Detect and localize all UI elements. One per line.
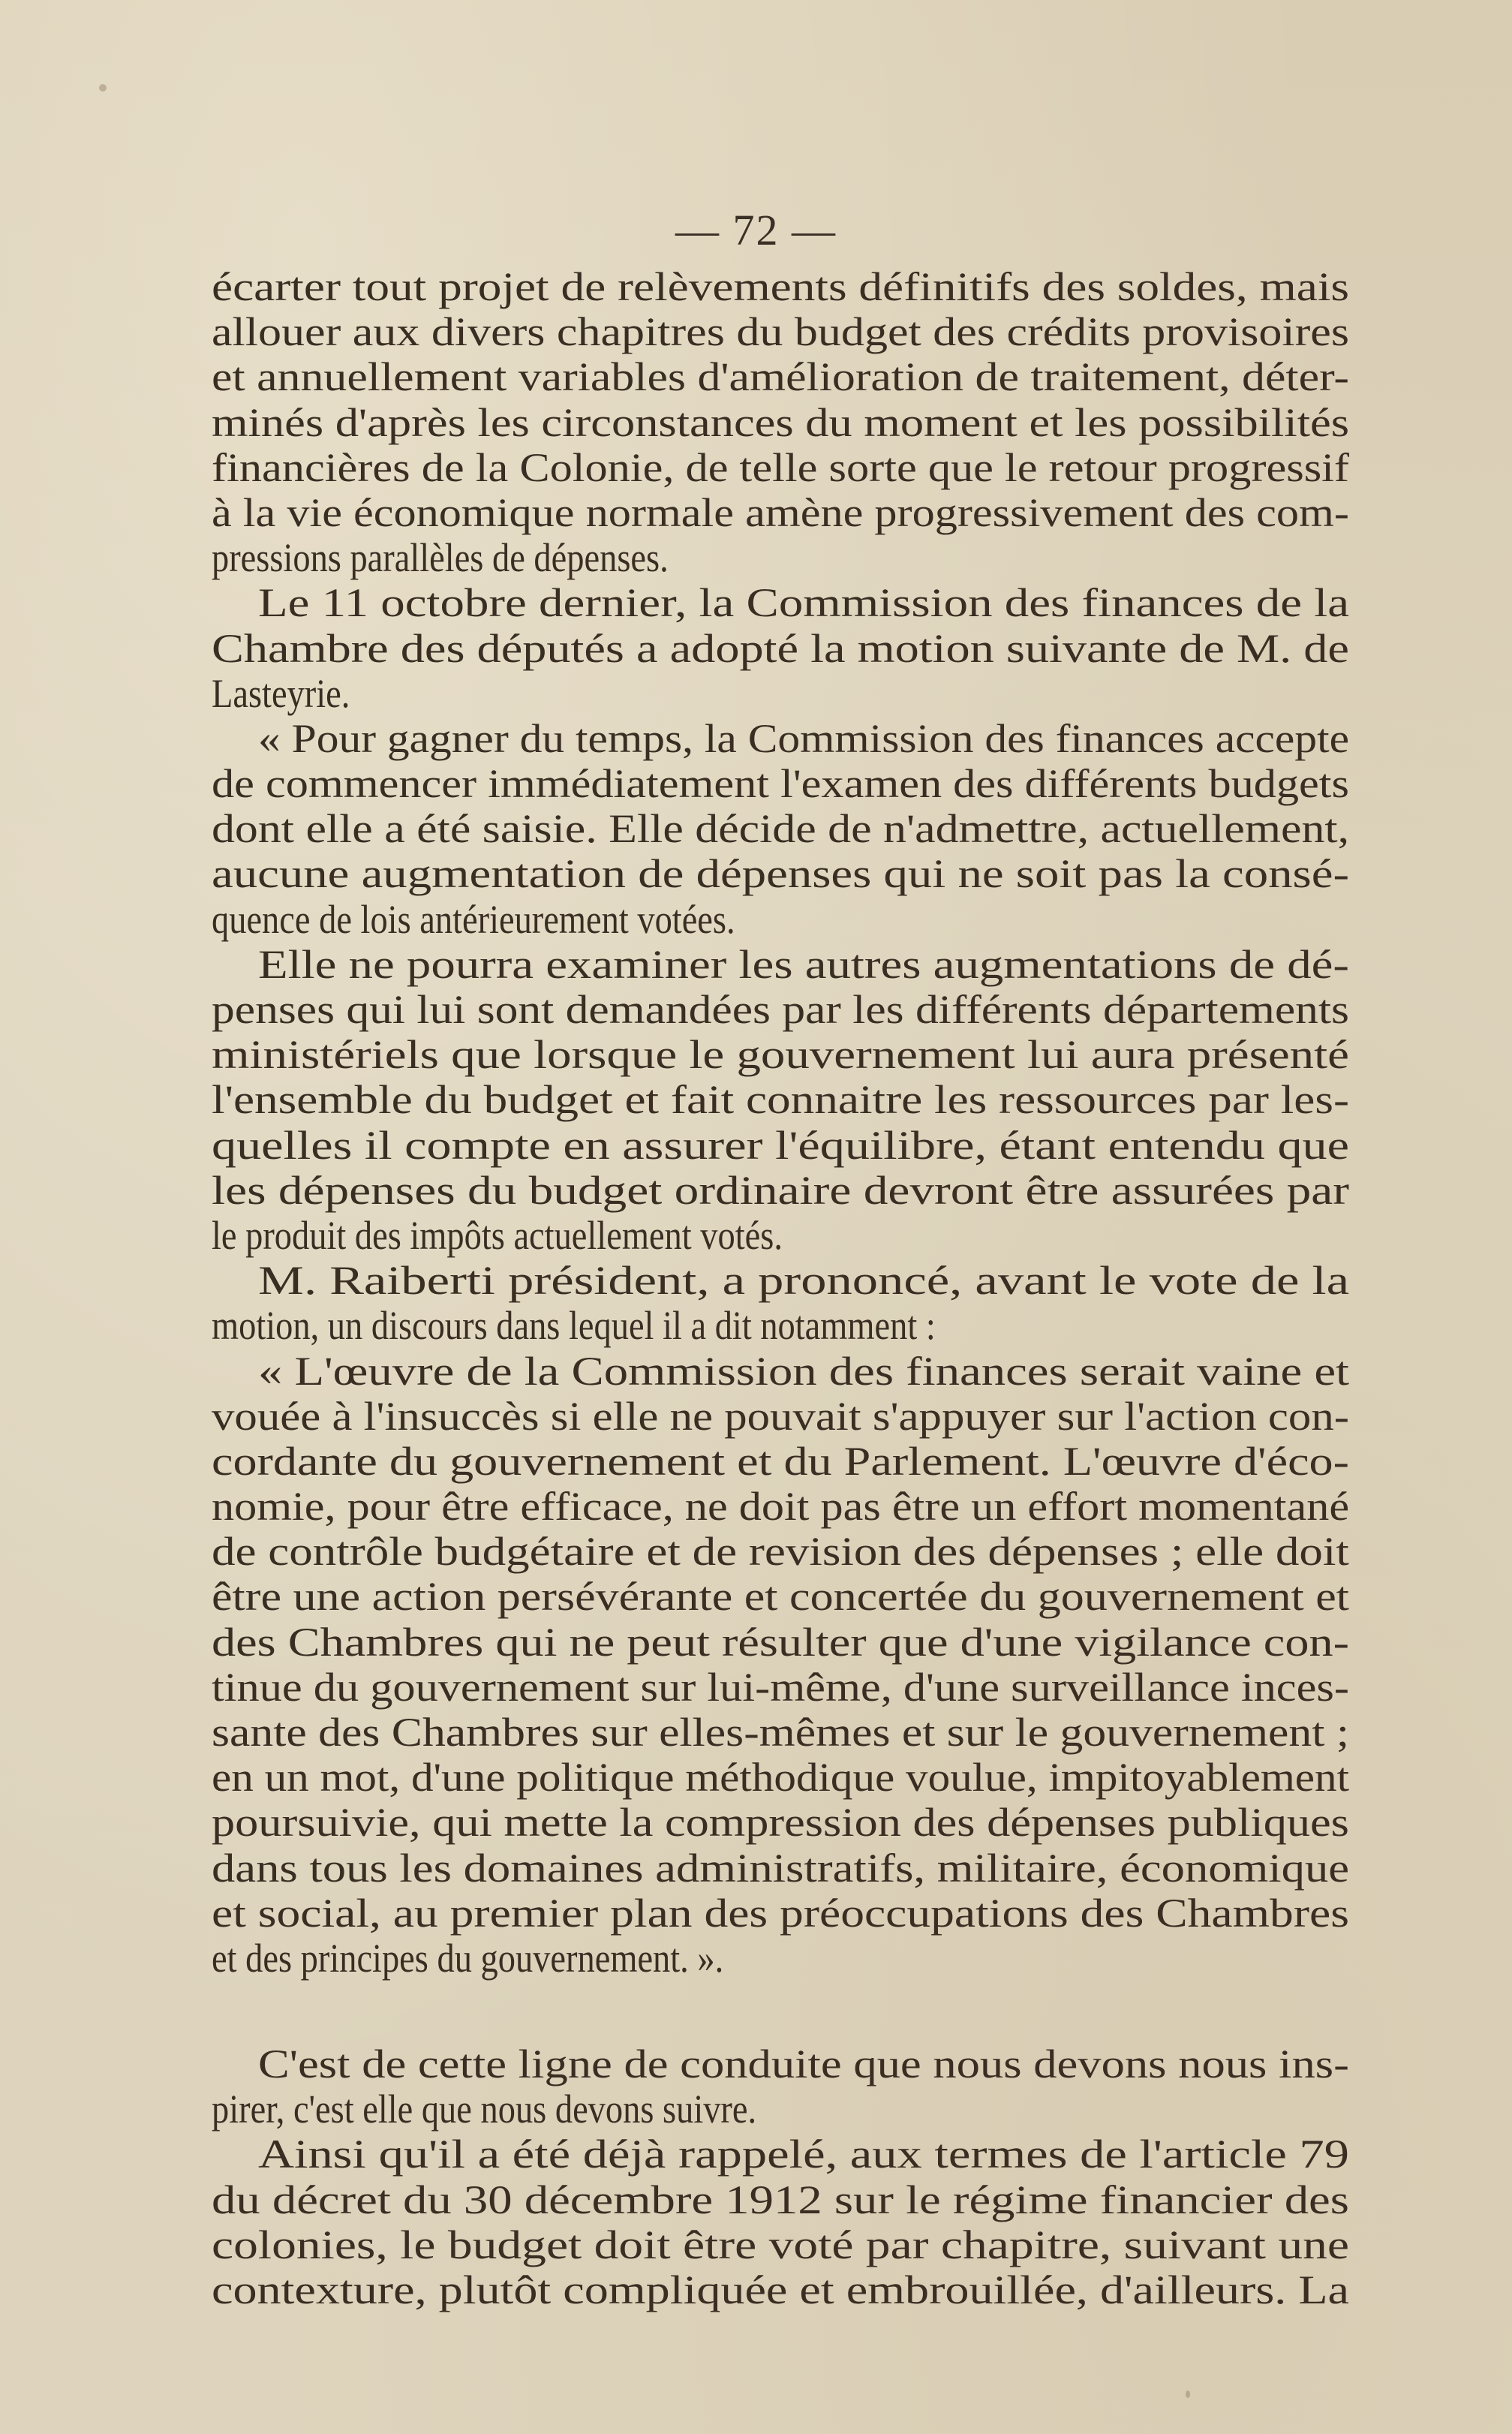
text-line-content: penses qui lui sont demandées par les différents départements — [212, 987, 1349, 1032]
text-line-content: allouer aux divers chapitres du budget des crédits provisoires — [212, 309, 1349, 355]
text-line-content: « Pour gagner du temps, la Commission des finances accepte — [258, 715, 1350, 761]
text-line-content: M. Raiberti président, a prononcé, avant le vote de la — [258, 1258, 1350, 1304]
text-line — [212, 2132, 1349, 2177]
text-line — [212, 1891, 1349, 1936]
text-line-content: et annuellement variables d'amélioration de traitement, déter- — [212, 354, 1350, 400]
text-line-content: C'est de cette ligne de conduite que nous devons nous ins- — [258, 2041, 1349, 2087]
text-line-content: et social, au premier plan des préoccupations des Chambres — [212, 1890, 1349, 1936]
text-line-content: poursuivie, qui mette la compression des dépenses publiques — [212, 1800, 1349, 1846]
paper-blemish — [99, 84, 107, 92]
text-line-content: être une action persévérante et concertée du gouvernement et — [212, 1574, 1350, 1620]
text-line-content: aucune augmentation de dépenses qui ne soit pas la consé- — [212, 851, 1350, 897]
text-line-content: sante des Chambres sur elles-mêmes et sur le gouvernement ; — [212, 1710, 1349, 1755]
text-line-content: en un mot, d'une politique méthodique voulue, impitoyablement — [212, 1755, 1350, 1801]
text-line — [212, 1032, 1349, 1077]
text-line — [212, 1077, 1349, 1122]
text-line — [212, 1168, 1349, 1213]
body-text-block-1 — [212, 264, 1349, 1981]
text-line-content: de contrôle budgétaire et de revision des dépenses ; elle doit — [212, 1529, 1349, 1575]
text-line — [212, 1258, 1349, 1303]
text-line — [212, 1303, 1349, 1348]
text-line-content: des Chambres qui ne peut résulter que d'une vigilance con- — [212, 1619, 1349, 1665]
text-line-content: Elle ne pourra examiner les autres augmentations de dé- — [258, 941, 1349, 987]
text-line — [212, 897, 1349, 942]
text-line-content: quelles il compte en assurer l'équilibre, étant entendu que — [212, 1122, 1349, 1168]
text-line — [212, 716, 1349, 761]
text-line — [212, 490, 1349, 535]
text-line — [212, 2041, 1349, 2087]
text-line-content: l'ensemble du budget et fait connaitre les ressources par les- — [212, 1077, 1350, 1123]
text-line — [212, 1484, 1349, 1529]
text-line — [212, 1349, 1349, 1394]
text-line — [212, 1439, 1349, 1484]
body-text-block-2 — [212, 2041, 1349, 2312]
text-line-content: Chambre des députés a adopté la motion suivante de M. de — [212, 625, 1349, 671]
text-line — [212, 1574, 1349, 1619]
text-line — [212, 1846, 1349, 1891]
text-line-content: contexture, plutôt compliquée et embrouillée, d'ailleurs. La — [212, 2267, 1349, 2312]
text-line — [212, 2087, 1349, 2132]
text-line-content: minés d'après les circonstances du moment et les possibilités — [212, 399, 1350, 445]
text-line-content: tinue du gouvernement sur lui-même, d'une surveillance inces- — [212, 1664, 1349, 1710]
text-line-content: pressions parallèles de dépenses. — [212, 535, 669, 581]
text-line-content: le produit des impôts actuellement votés. — [212, 1212, 783, 1258]
text-line — [212, 626, 1349, 671]
text-line-content: nomie, pour être efficace, ne doit pas être un effort momentané — [212, 1484, 1350, 1530]
text-line — [212, 1394, 1349, 1439]
text-line — [212, 851, 1349, 896]
text-line-content: cordante du gouvernement et du Parlement. L'œuvre d'éco- — [212, 1438, 1350, 1484]
text-line — [212, 761, 1349, 806]
text-line — [212, 987, 1349, 1032]
text-line-content: dans tous les domaines administratifs, militaire, économique — [212, 1845, 1350, 1891]
text-line — [212, 1710, 1349, 1755]
text-line-content: du décret du 30 décembre 1912 sur le régime financier des — [212, 2177, 1349, 2222]
text-line-content: Lasteyrie. — [212, 670, 350, 716]
text-line-content: vouée à l'insuccès si elle ne pouvait s'appuyer sur l'action con- — [212, 1393, 1350, 1439]
text-line — [212, 1213, 1349, 1258]
text-line-content: dont elle a été saisie. Elle décide de n'admettre, actuellement, — [212, 806, 1350, 852]
text-line — [212, 1665, 1349, 1710]
text-line — [212, 1620, 1349, 1665]
text-line — [212, 806, 1349, 851]
text-line — [212, 264, 1349, 309]
text-line-content: écarter tout projet de relèvements définitifs des soldes, mais — [212, 264, 1350, 309]
text-line — [212, 2267, 1349, 2312]
text-line — [212, 1123, 1349, 1168]
text-line-content: ministériels que lorsque le gouvernement lui aura présenté — [212, 1032, 1349, 1078]
text-line-content: les dépenses du budget ordinaire devront être assurées par — [212, 1167, 1350, 1213]
text-line — [212, 580, 1349, 625]
text-line — [212, 942, 1349, 987]
text-line — [212, 2177, 1349, 2222]
text-line — [212, 1800, 1349, 1845]
text-line-content: de commencer immédiatement l'examen des différents budgets — [212, 761, 1349, 807]
text-line-content: et des principes du gouvernement. ». — [212, 1935, 724, 1981]
paper-blemish — [1186, 2390, 1190, 2398]
text-line — [212, 1936, 1349, 1981]
text-line — [212, 535, 1349, 580]
text-line — [212, 2222, 1349, 2267]
text-line-content: Ainsi qu'il a été déjà rappelé, aux termes de l'article 79 — [258, 2132, 1349, 2177]
text-line-content: financières de la Colonie, de telle sorte que le retour progressif — [212, 444, 1350, 490]
text-line — [212, 671, 1349, 716]
text-line — [212, 1529, 1349, 1574]
text-line-content: à la vie économique normale amène progressivement des com- — [212, 489, 1349, 535]
page-number: — 72 — — [675, 206, 837, 254]
text-line — [212, 400, 1349, 445]
text-line — [212, 1755, 1349, 1800]
text-line-content: Le 11 octobre dernier, la Commission des finances de la — [258, 580, 1350, 626]
text-line — [212, 445, 1349, 490]
text-line — [212, 354, 1349, 399]
text-line — [212, 309, 1349, 354]
text-line-content: « L'œuvre de la Commission des finances serait vaine et — [258, 1348, 1350, 1394]
text-line-content: motion, un discours dans lequel il a dit notamment : — [212, 1303, 936, 1349]
text-line-content: pirer, c'est elle que nous devons suivre. — [212, 2087, 757, 2132]
text-line-content: colonies, le budget doit être voté par chapitre, suivant une — [212, 2222, 1350, 2267]
text-line-content: quence de lois antérieurement votées. — [212, 896, 735, 942]
